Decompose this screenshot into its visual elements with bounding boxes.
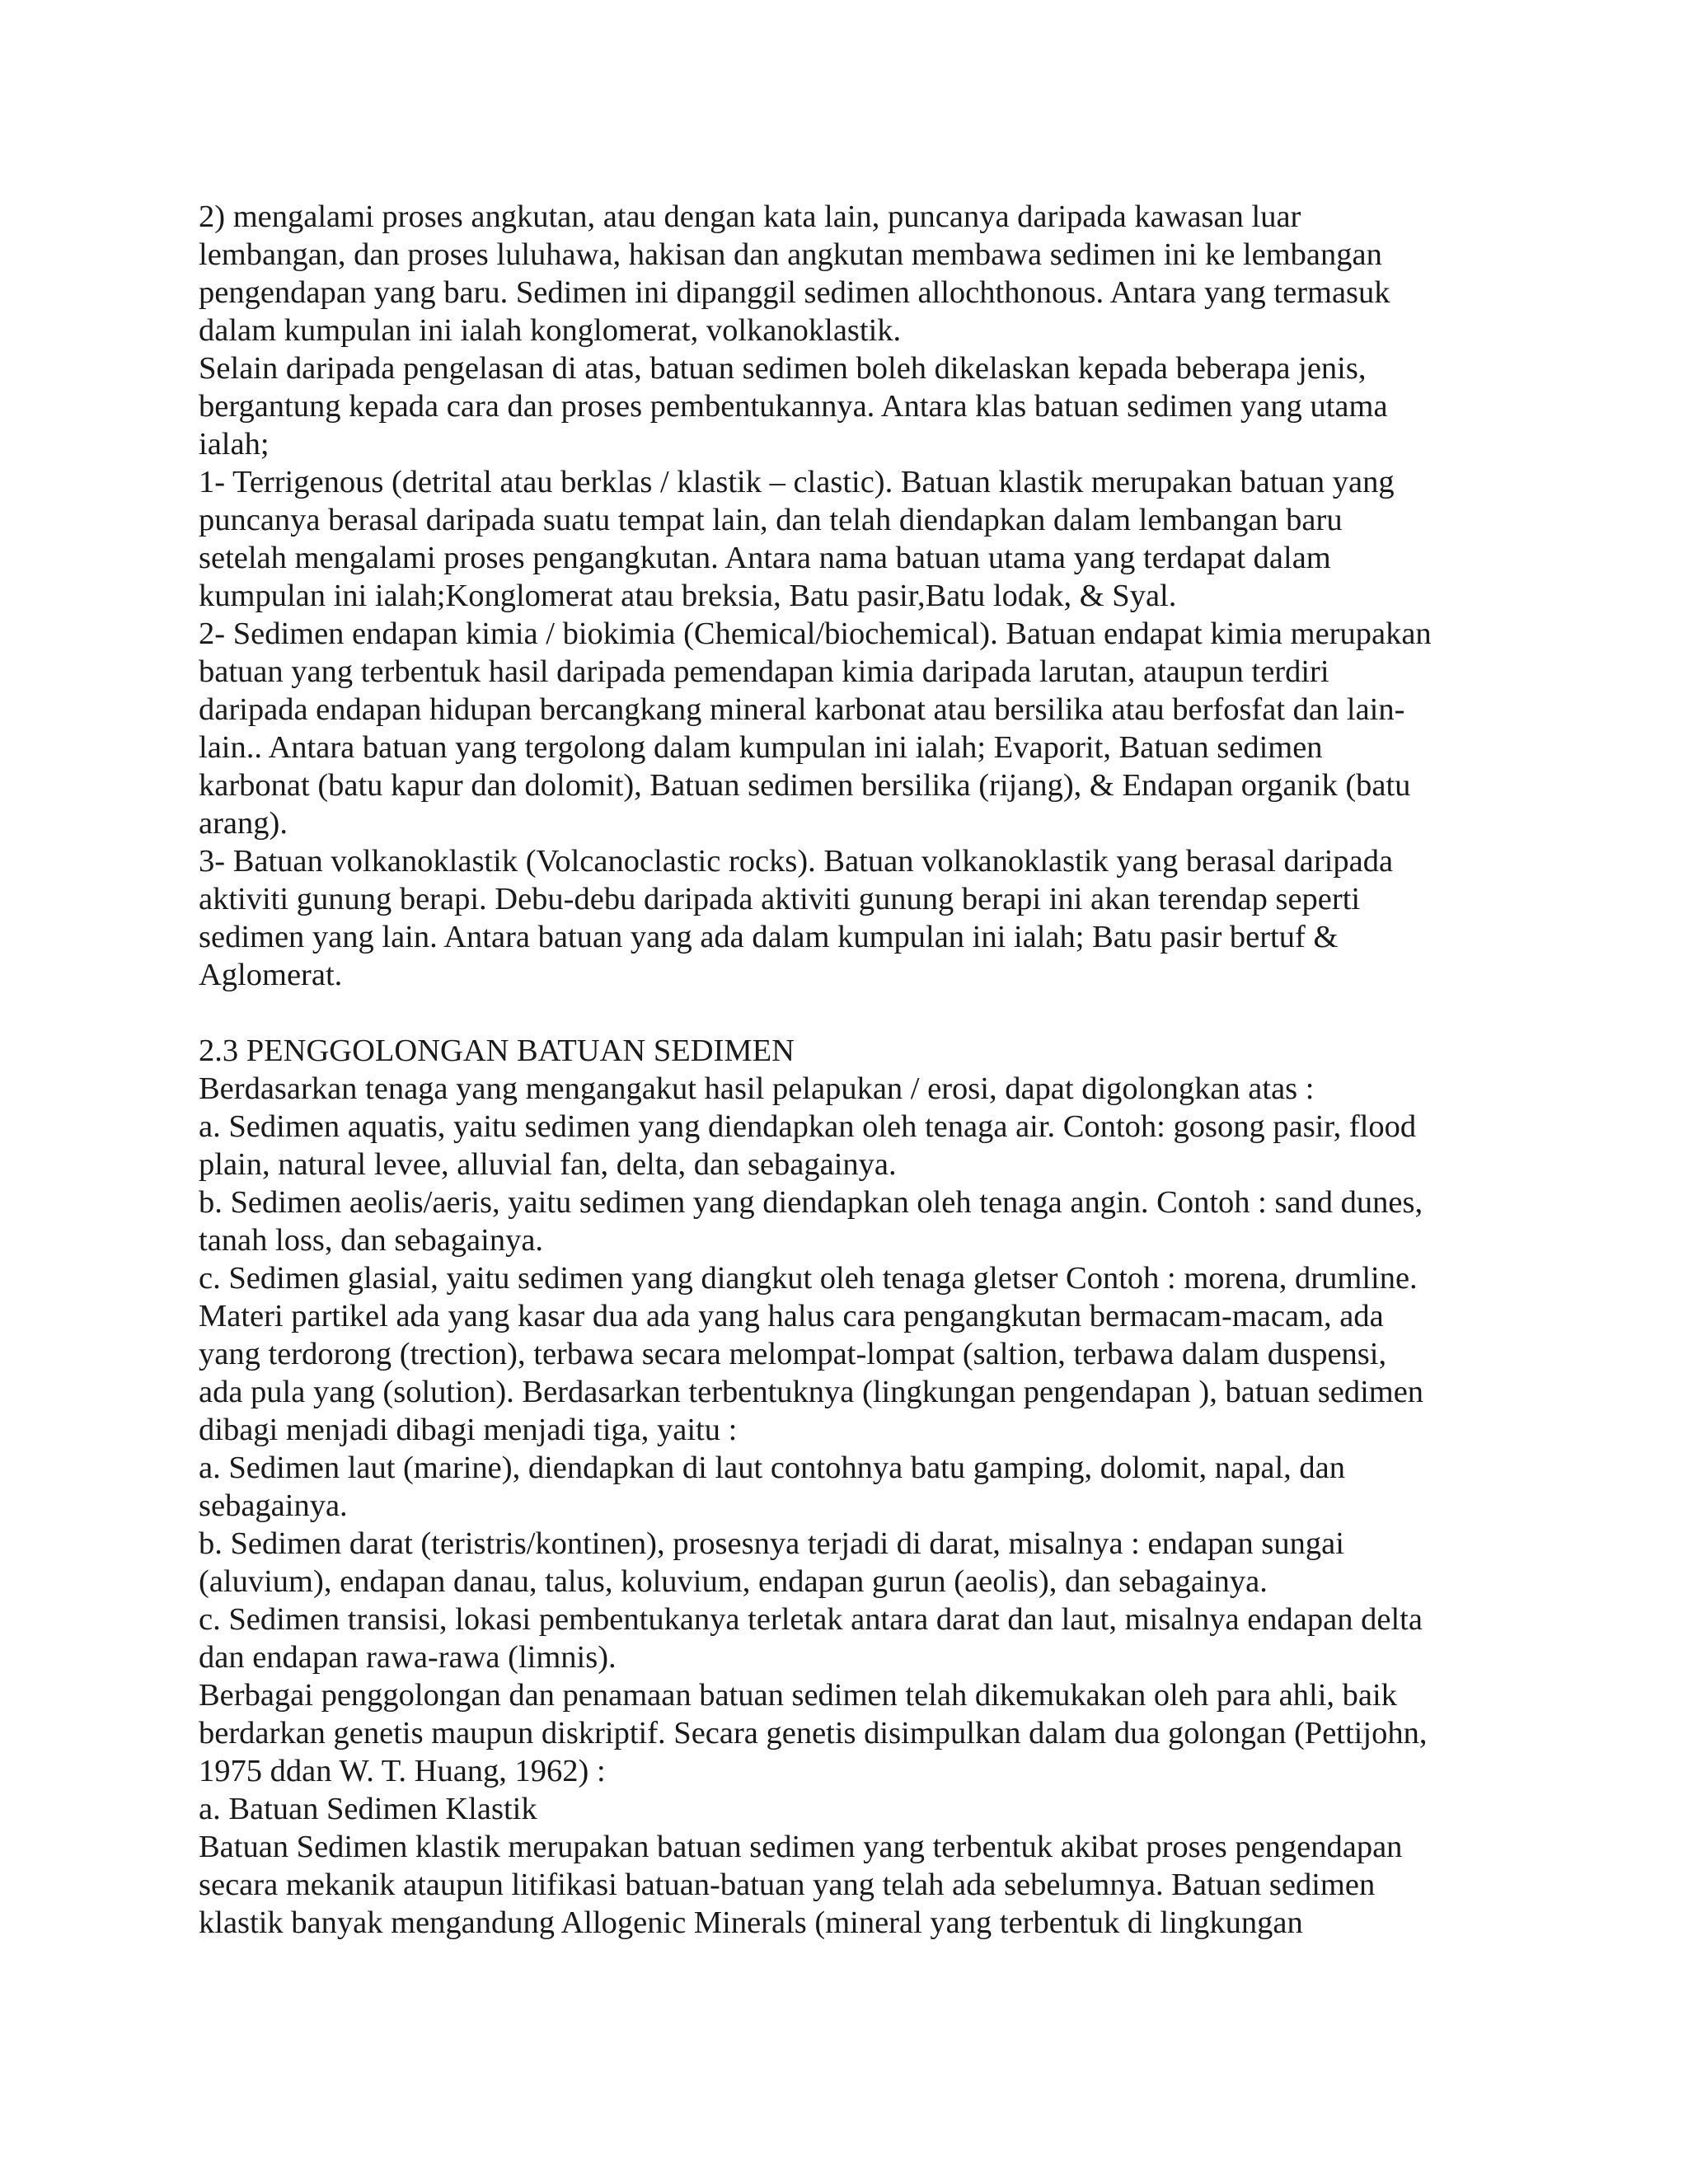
text-line: a. Batuan Sedimen Klastik <box>199 1792 537 1826</box>
text-line: b. Sedimen aeolis/aeris, yaitu sedimen yang diendapkan oleh tenaga angin. Contoh : sand dunes, <box>199 1185 1423 1220</box>
text-line: pengendapan yang baru. Sedimen ini dipanggil sedimen allochthonous. Antara yang termasuk <box>199 275 1390 310</box>
text-line: yang terdorong (trection), terbawa secara melompat-lompat (saltion, terbawa dalam duspensi, <box>199 1337 1387 1371</box>
text-line: batuan yang terbentuk hasil daripada pemendapan kimia daripada larutan, ataupun terdiri <box>199 654 1329 689</box>
text-line: b. Sedimen darat (teristris/kontinen), prosesnya terjadi di darat, misalnya : endapan sungai <box>199 1526 1344 1561</box>
text-line: lain.. Antara batuan yang tergolong dalam kumpulan ini ialah; Evaporit, Batuan sedimen <box>199 730 1323 765</box>
text-line: dan endapan rawa-rawa (limnis). <box>199 1640 617 1675</box>
text-line: Materi partikel ada yang kasar dua ada yang halus cara pengangkutan bermacam-macam, ada <box>199 1299 1384 1333</box>
text-line: Selain daripada pengelasan di atas, batuan sedimen boleh dikelaskan kepada beberapa jenis, <box>199 351 1367 386</box>
text-line: ada pula yang (solution). Berdasarkan terbentuknya (lingkungan pengendapan ), batuan sedimen <box>199 1375 1424 1409</box>
text-line: sebagainya. <box>199 1488 348 1523</box>
text-line: arang). <box>199 806 288 841</box>
text-line: bergantung kepada cara dan proses pembentukannya. Antara klas batuan sedimen yang utama <box>199 389 1388 424</box>
text-line: dibagi menjadi dibagi menjadi tiga, yaitu : <box>199 1413 738 1447</box>
text-line: lembangan, dan proses luluhawa, hakisan dan angkutan membawa sedimen ini ke lembangan <box>199 237 1382 272</box>
document-body <box>199 198 1517 1980</box>
text-line: klastik banyak mengandung Allogenic Minerals (mineral yang terbentuk di lingkungan <box>199 1905 1303 1940</box>
text-line: puncanya berasal daripada suatu tempat lain, dan telah diendapkan dalam lembangan baru <box>199 503 1343 537</box>
text-line: kumpulan ini ialah;Konglomerat atau breksia, Batu pasir,Batu lodak, & Syal. <box>199 579 1177 613</box>
text-line: (aluvium), endapan danau, talus, koluvium, endapan gurun (aeolis), dan sebagainya. <box>199 1564 1268 1599</box>
blank-line <box>199 994 1517 1032</box>
text-line: 1975 ddan W. T. Huang, 1962) : <box>199 1754 606 1788</box>
text-line: c. Sedimen glasial, yaitu sedimen yang diangkut oleh tenaga gletser Contoh : morena, drumline. <box>199 1261 1418 1296</box>
text-line: sedimen yang lain. Antara batuan yang ada dalam kumpulan ini ialah; Batu pasir bertuf & <box>199 920 1339 954</box>
text-line: 3- Batuan volkanoklastik (Volcanoclastic rocks). Batuan volkanoklastik yang berasal daripada <box>199 844 1394 879</box>
text-line: plain, natural levee, alluvial fan, delta, dan sebagainya. <box>199 1147 897 1182</box>
text-line: berdarkan genetis maupun diskriptif. Secara genetis disimpulkan dalam dua golongan (Pettijohn, <box>199 1716 1428 1750</box>
text-line: 2- Sedimen endapan kimia / biokimia (Chemical/biochemical). Batuan endapat kimia merupakan <box>199 616 1432 651</box>
text-line: Berdasarkan tenaga yang mengangakut hasil pelapukan / erosi, dapat digolongkan atas : <box>199 1071 1315 1106</box>
text-line: 1- Terrigenous (detrital atau berklas / klastik – clastic). Batuan klastik merupakan batuan yang <box>199 465 1395 499</box>
text-line: daripada endapan hidupan bercangkang mineral karbonat atau bersilika atau berfosfat dan lain- <box>199 692 1405 727</box>
subsection-heading: Batuan Sedimen klastik merupakan batuan sedimen yang terbentuk akibat proses pengendapan <box>199 1830 1403 1864</box>
text-line: aktiviti gunung berapi. Debu-debu daripada aktiviti gunung berapi ini akan terendap seperti <box>199 882 1361 916</box>
text-line: karbonat (batu kapur dan dolomit), Batuan sedimen bersilika (rijang), & Endapan organik (batu <box>199 768 1411 803</box>
text-line: a. Sedimen laut (marine), diendapkan di laut contohnya batu gamping, dolomit, napal, dan <box>199 1451 1345 1485</box>
text-line: a. Sedimen aquatis, yaitu sedimen yang diendapkan oleh tenaga air. Contoh: gosong pasir, flood <box>199 1109 1417 1144</box>
text-line: Berbagai penggolongan dan penamaan batuan sedimen telah dikemukakan oleh para ahli, baik <box>199 1678 1397 1713</box>
text-line: ialah; <box>199 427 270 462</box>
text-line: 2) mengalami proses angkutan, atau dengan kata lain, puncanya daripada kawasan luar <box>199 199 1301 234</box>
text-line: dalam kumpulan ini ialah konglomerat, volkanoklastik. <box>199 313 902 348</box>
section-heading: 2.3 PENGGOLONGAN BATUAN SEDIMEN <box>199 1033 795 1068</box>
text-line: c. Sedimen transisi, lokasi pembentukanya terletak antara darat dan laut, misalnya endapan delta <box>199 1602 1423 1637</box>
text-line <box>199 1942 1517 1980</box>
text-line: tanah loss, dan sebagainya. <box>199 1223 544 1258</box>
text-line: secara mekanik ataupun litifikasi batuan-batuan yang telah ada sebelumnya. Batuan sedimen <box>199 1868 1376 1902</box>
text-line: Aglomerat. <box>199 958 343 992</box>
text-line: setelah mengalami proses pengangkutan. Antara nama batuan utama yang terdapat dalam <box>199 541 1331 575</box>
